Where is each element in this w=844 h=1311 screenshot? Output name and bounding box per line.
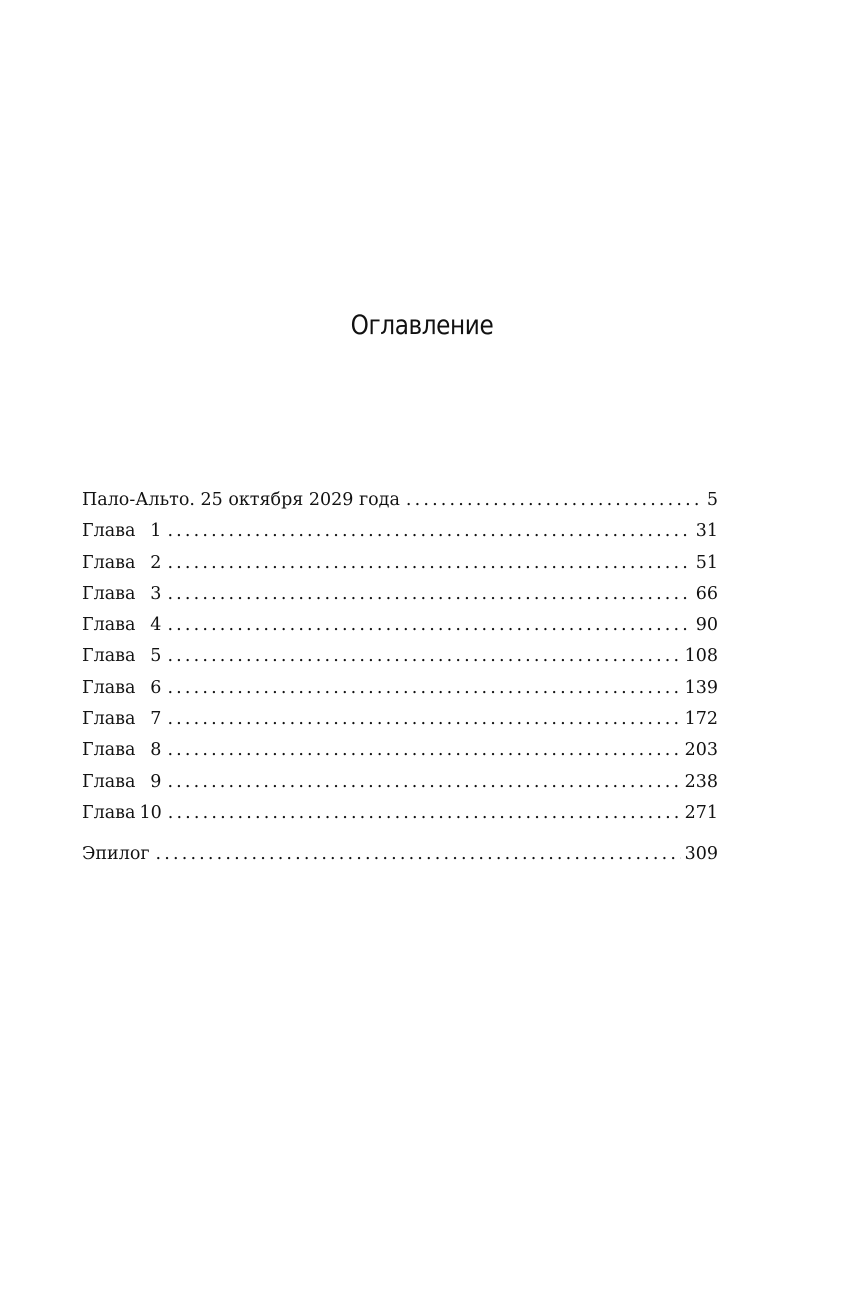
toc-chapter-number: 3 [150,583,162,604]
dot-leader [167,610,691,641]
toc-page-number: 51 [695,552,718,573]
page-title: Оглавление [350,310,494,341]
toc-entry-chapter-8[interactable] [82,735,718,766]
dot-leader [167,516,691,547]
toc-entry-chapter-1[interactable] [82,516,718,547]
toc-page-number: 172 [684,709,718,730]
toc-page-number: 31 [695,521,718,542]
toc-entry-chapter-10[interactable] [82,798,718,829]
table-of-contents [82,485,718,871]
dot-leader [156,839,681,870]
toc-entry-title: Глава [82,771,136,792]
toc-entry-title: Эпилог [82,844,150,865]
toc-page-number: 203 [684,740,718,761]
dot-leader [406,485,703,516]
toc-chapter-number: 10 [139,802,162,823]
toc-entry-chapter-5[interactable] [82,641,718,672]
toc-entry-chapter-2[interactable] [82,548,718,579]
toc-entry-title: Глава [82,740,136,761]
toc-page-number: 66 [695,583,718,604]
toc-entry-chapter-4[interactable] [82,610,718,641]
dot-leader [167,735,680,766]
toc-page-number: 309 [684,844,718,865]
toc-chapter-number: 7 [150,709,162,730]
toc-entry-chapter-7[interactable] [82,704,718,735]
dot-leader [168,798,681,829]
toc-entry-title: Глава [82,552,136,573]
toc-chapter-number: 2 [150,552,162,573]
toc-page-number: 238 [684,771,718,792]
toc-entry-chapter-3[interactable] [82,579,718,610]
toc-entry-title: Глава [82,802,136,823]
dot-leader [167,579,691,610]
toc-page-number: 139 [684,677,718,698]
toc-chapter-number: 9 [150,771,162,792]
toc-page-number: 5 [706,490,718,510]
toc-entry-epilogue[interactable] [82,839,718,870]
dot-leader [167,704,680,735]
toc-page-number: 108 [684,646,718,667]
toc-chapter-number: 5 [150,646,162,667]
toc-entry-title: Пало-Альто. 25 октября 2029 года [82,490,400,510]
toc-chapter-number: 8 [150,740,162,761]
toc-page-number: 271 [684,802,718,823]
toc-entry-chapter-6[interactable] [82,673,718,704]
dot-leader [167,548,691,579]
toc-entry-title: Глава [82,583,136,604]
dot-leader [167,641,680,672]
dot-leader [167,673,680,704]
toc-entry-title: Глава [82,615,136,636]
dot-leader [167,767,680,798]
toc-entry-prologue[interactable] [82,485,718,516]
toc-entry-title: Глава [82,709,136,730]
toc-chapter-number: 4 [150,615,162,636]
toc-page-number: 90 [695,615,718,636]
toc-entry-title: Глава [82,521,136,542]
toc-chapter-number: 1 [150,521,162,542]
toc-entry-title: Глава [82,646,136,667]
toc-chapter-number: 6 [150,677,162,698]
toc-entry-chapter-9[interactable] [82,767,718,798]
toc-entry-title: Глава [82,677,136,698]
